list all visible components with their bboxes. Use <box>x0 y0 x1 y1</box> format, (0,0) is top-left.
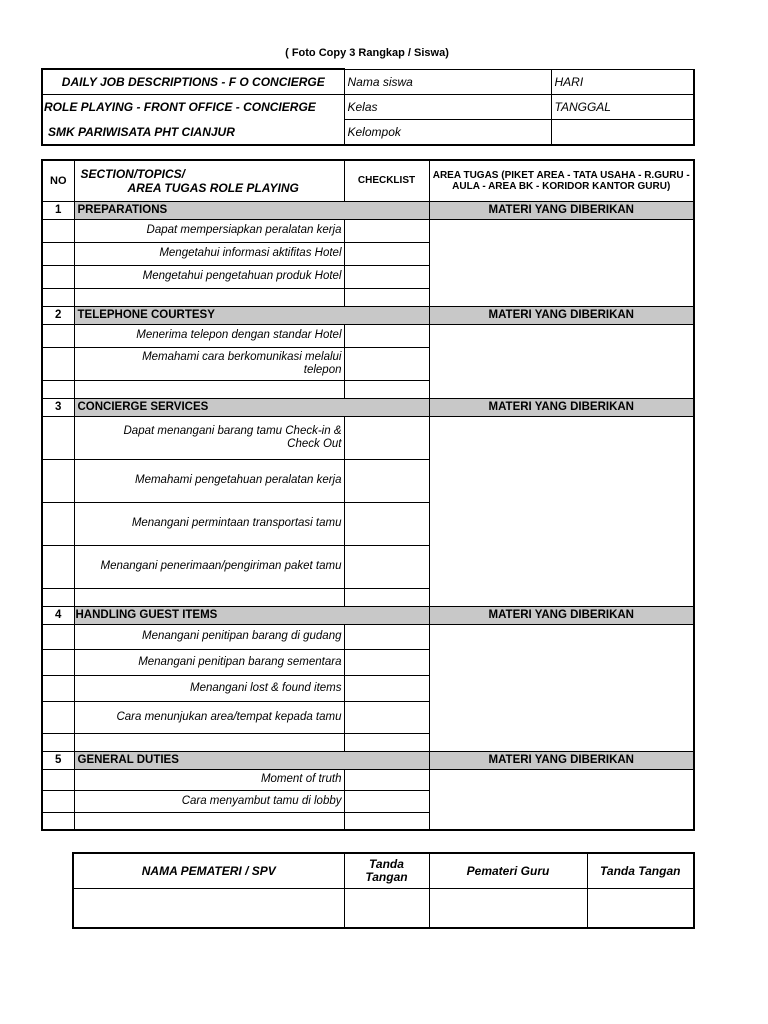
signature-table <box>72 852 695 929</box>
materi-label: MATERI YANG DIBERIKAN <box>429 201 694 219</box>
section-row-4 <box>42 606 694 624</box>
section-number: 4 <box>42 606 74 624</box>
no-cell <box>42 219 74 242</box>
kelas-label[interactable]: Kelas <box>344 95 551 120</box>
checklist-cell[interactable] <box>344 242 429 265</box>
section-row-2 <box>42 306 694 324</box>
blank-header-cell[interactable] <box>551 120 694 146</box>
task-row <box>42 769 694 790</box>
nama-pemateri-field[interactable] <box>73 888 344 928</box>
task-label: Dapat mempersiapkan peralatan kerja <box>74 219 344 242</box>
task-row <box>42 219 694 242</box>
checklist-cell[interactable] <box>344 624 429 649</box>
nama-siswa-label[interactable]: Nama siswa <box>344 69 551 95</box>
section-row-1 <box>42 201 694 219</box>
checklist-cell[interactable] <box>344 588 429 606</box>
no-cell <box>42 265 74 288</box>
no-cell <box>42 790 74 812</box>
task-row <box>42 416 694 459</box>
task-label: Memahami cara berkomunikasi melalui telepon <box>74 347 344 380</box>
job-checklist-table <box>41 159 695 831</box>
no-cell <box>42 347 74 380</box>
section-title: TELEPHONE COURTESY <box>74 306 429 324</box>
task-label: Cara menyambut tamu di lobby <box>74 790 344 812</box>
materi-label: MATERI YANG DIBERIKAN <box>429 751 694 769</box>
checklist-cell[interactable] <box>344 324 429 347</box>
no-cell <box>42 288 74 306</box>
no-cell <box>42 242 74 265</box>
no-cell <box>42 675 74 701</box>
checklist-cell[interactable] <box>344 769 429 790</box>
checklist-cell[interactable] <box>344 219 429 242</box>
no-cell <box>42 545 74 588</box>
materi-label: MATERI YANG DIBERIKAN <box>429 606 694 624</box>
section-row-5 <box>42 751 694 769</box>
task-label: Mengetahui pengetahuan produk Hotel <box>74 265 344 288</box>
section-title: CONCIERGE SERVICES <box>74 398 429 416</box>
materi-cell[interactable] <box>429 416 694 606</box>
task-label: Menerima telepon dengan standar Hotel <box>74 324 344 347</box>
tanda-tangan-field-1[interactable] <box>344 888 429 928</box>
doc-title: DAILY JOB DESCRIPTIONS - F O CONCIERGE <box>42 69 344 95</box>
copy-note: ( Foto Copy 3 Rangkap / Siswa) <box>285 47 449 59</box>
task-label: Menangani penerimaan/pengiriman paket tamu <box>74 545 344 588</box>
section-title: GENERAL DUTIES <box>74 751 429 769</box>
section-title: PREPARATIONS <box>74 201 429 219</box>
no-cell <box>42 624 74 649</box>
no-cell <box>42 733 74 751</box>
no-cell <box>42 416 74 459</box>
no-cell <box>42 701 74 733</box>
task-label: Moment of truth <box>74 769 344 790</box>
no-cell <box>42 502 74 545</box>
blank-cell <box>74 812 344 830</box>
checklist-cell[interactable] <box>344 502 429 545</box>
col-topic-line1: SECTION/TOPICS/ <box>80 166 185 181</box>
checklist-cell[interactable] <box>344 265 429 288</box>
task-label: Menangani penitipan barang sementara <box>74 649 344 675</box>
section-title: HANDLING GUEST ITEMS <box>74 606 429 624</box>
tanda-tangan-field-2[interactable] <box>587 888 694 928</box>
task-label: Menangani permintaan transportasi tamu <box>74 502 344 545</box>
task-label: Memahami pengetahuan peralatan kerja <box>74 459 344 502</box>
col-topic-header <box>74 160 344 201</box>
checklist-cell[interactable] <box>344 459 429 502</box>
materi-label: MATERI YANG DIBERIKAN <box>429 398 694 416</box>
blank-cell <box>74 380 344 398</box>
tanggal-label[interactable]: TANGGAL <box>551 95 694 120</box>
col-area-header: AREA TUGAS (PIKET AREA - TATA USAHA - R.GURU - AULA - AREA BK - KORIDOR KANTOR GURU) <box>429 160 694 201</box>
nama-pemateri-header: NAMA PEMATERI / SPV <box>73 853 344 888</box>
tanda-tangan-header-2: Tanda Tangan <box>587 853 694 888</box>
header-info-table <box>41 68 695 146</box>
task-label: Mengetahui informasi aktifitas Hotel <box>74 242 344 265</box>
task-row <box>42 324 694 347</box>
section-number: 3 <box>42 398 74 416</box>
blank-cell <box>74 588 344 606</box>
school-name: SMK PARIWISATA PHT CIANJUR <box>42 120 344 146</box>
materi-cell[interactable] <box>429 219 694 306</box>
no-cell <box>42 769 74 790</box>
col-no-header: NO <box>42 160 74 201</box>
checklist-cell[interactable] <box>344 416 429 459</box>
role-playing-title: ROLE PLAYING - FRONT OFFICE - CONCIERGE <box>42 95 344 120</box>
blank-cell <box>74 288 344 306</box>
task-label: Menangani lost & found items <box>74 675 344 701</box>
task-label: Dapat menangani barang tamu Check-in & Check Out <box>74 416 344 459</box>
checklist-cell[interactable] <box>344 380 429 398</box>
section-number: 2 <box>42 306 74 324</box>
task-label: Menangani penitipan barang di gudang <box>74 624 344 649</box>
hari-label[interactable]: HARI <box>551 69 694 95</box>
blank-cell <box>74 733 344 751</box>
no-cell <box>42 812 74 830</box>
tanda-tangan-header-1: Tanda Tangan <box>344 853 429 888</box>
checklist-cell[interactable] <box>344 288 429 306</box>
materi-label: MATERI YANG DIBERIKAN <box>429 306 694 324</box>
no-cell <box>42 588 74 606</box>
checklist-cell[interactable] <box>344 790 429 812</box>
checklist-cell[interactable] <box>344 545 429 588</box>
checklist-cell[interactable] <box>344 812 429 830</box>
task-label: Cara menunjukan area/tempat kepada tamu <box>74 701 344 733</box>
checklist-cell[interactable] <box>344 701 429 733</box>
col-checklist-header: CHECKLIST <box>344 160 429 201</box>
no-cell <box>42 459 74 502</box>
materi-cell[interactable] <box>429 624 694 751</box>
task-row <box>42 624 694 649</box>
pemateri-guru-field[interactable] <box>429 888 587 928</box>
section-row-3 <box>42 398 694 416</box>
kelompok-label[interactable]: Kelompok <box>344 120 551 146</box>
materi-cell[interactable] <box>429 324 694 398</box>
checklist-cell[interactable] <box>344 347 429 380</box>
section-number: 5 <box>42 751 74 769</box>
section-number: 1 <box>42 201 74 219</box>
pemateri-guru-header: Pemateri Guru <box>429 853 587 888</box>
materi-cell[interactable] <box>429 769 694 830</box>
no-cell <box>42 649 74 675</box>
checklist-cell[interactable] <box>344 733 429 751</box>
checklist-cell[interactable] <box>344 675 429 701</box>
col-topic-line2: AREA TUGAS ROLE PLAYING <box>127 180 299 195</box>
checklist-cell[interactable] <box>344 649 429 675</box>
no-cell <box>42 380 74 398</box>
no-cell <box>42 324 74 347</box>
